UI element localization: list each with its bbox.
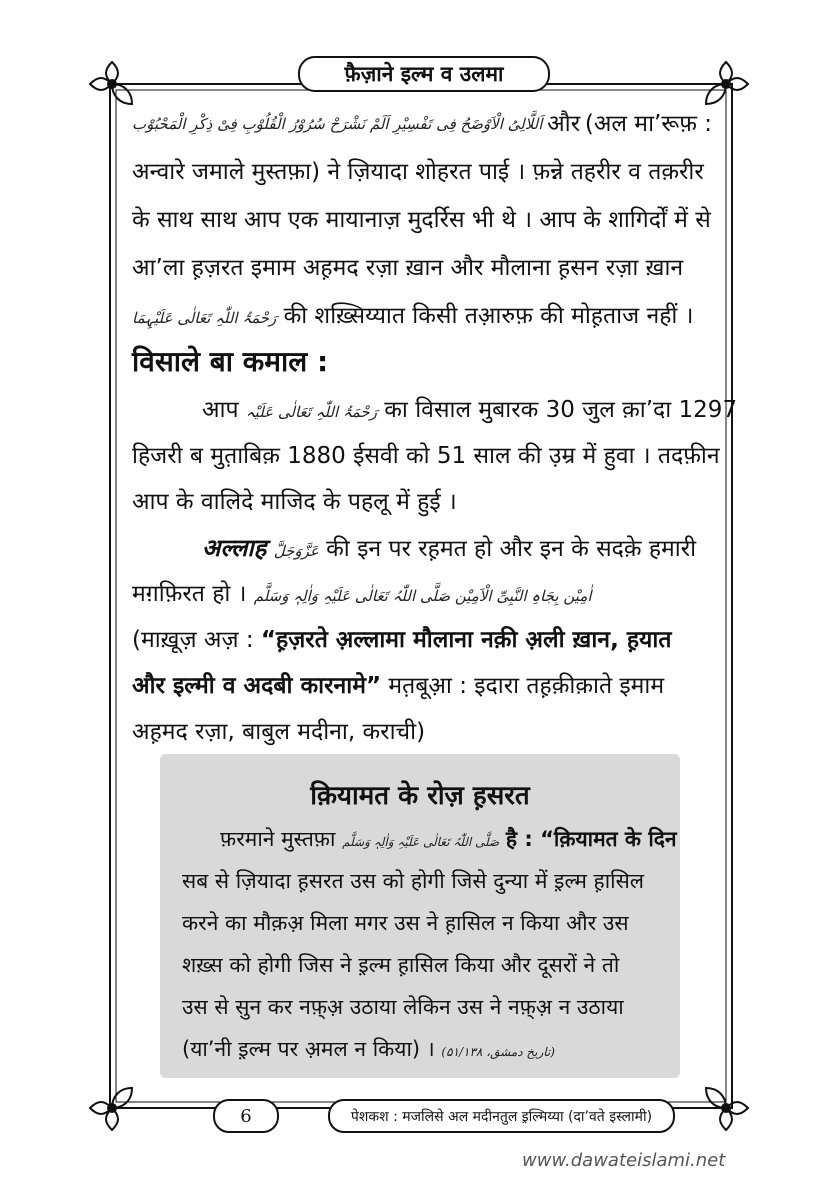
page-number-badge — [213, 1099, 279, 1133]
text-line — [132, 394, 738, 428]
text-segment: मत़बूआ़ : इदारा तह़क़ीक़ाते इमाम — [388, 673, 665, 699]
box-title: क़ियामत के रोज़ ह़सरत — [310, 781, 530, 811]
arabic-honorific: رَحْمَۃُ اللّٰہِ تَعَالٰی عَلَیْہ — [245, 403, 377, 421]
box-line: उस से सुन कर नफ़्अ़ उठाया लेकिन उस ने नफ़्अ़ न उठाया — [182, 995, 624, 1019]
text-line — [132, 624, 712, 656]
text-line: के साथ साथ आप एक मायानाज़ मुदर्रिस भी थे । आप के शागिर्दों में से — [132, 207, 711, 233]
text-segment: की शख़्सिय्यात किसी तआ़रुफ़ की मोह़ताज नहीं । — [283, 303, 694, 329]
corner-ornament-bottom-right — [700, 1082, 752, 1134]
box-line — [182, 1034, 658, 1067]
text-line — [132, 300, 712, 334]
text-segment: मग़फ़िरत हो । — [132, 581, 247, 607]
parenthetical: (अल मा’रूफ़ : — [584, 111, 712, 137]
arabic-honorific: صَلَّی اللّٰہُ تَعَالٰی عَلَیْہِ وَاٰلِہٖ وَسَلَّم — [342, 835, 500, 849]
arabic-honorific: عَزَّوَجَلَّ — [273, 542, 319, 560]
text-segment: का विसाल मुबारक 30 जुल क़ा’दा 1297 — [384, 397, 738, 423]
arabic-honorific: رَحْمَۃُ اللّٰہِ تَعَالٰی عَلَیْہِمَا — [132, 309, 277, 327]
section-heading: विसाले बा कमाल : — [132, 345, 329, 378]
corner-ornament-bottom-left — [86, 1082, 138, 1134]
publisher-text: पेशकश : मजलिसे अल मदीनतुल इ़ल्मिय्या (दा’वते इस्लामी) — [350, 1108, 653, 1125]
box-line — [182, 824, 677, 857]
page-number: 6 — [240, 1105, 252, 1127]
arabic-dua: اٰمِیْن بِجَاہِ النَّبِیِّ الْاَمِیْن صَلَّی اللّٰہُ تَعَالٰی عَلَیْہِ وَاٰلِہٖ وَسَلَّم — [253, 587, 592, 605]
box-line: सब से ज़ियादा ह़सरत उस को होगी जिसे दुन्या में इ़ल्म ह़ासिल — [182, 869, 645, 893]
conjunction: और — [547, 111, 581, 137]
publisher-badge — [328, 1099, 675, 1133]
text-segment: (या’नी इ़ल्म पर अ़मल न किया) । — [182, 1037, 435, 1061]
text-segment: है : “क़ियामत के दिन — [505, 827, 677, 851]
corner-ornament-top-right — [700, 58, 752, 110]
website-url: www.dawateislami.net — [522, 1150, 726, 1171]
text-line: अन्वारे जमाले मुस्तफ़ा) ने ज़ियादा शोहरत पाई । फ़न्ने तहरीर व तक़रीर — [132, 159, 704, 185]
arabic-book-title: اَللَّالِیُ الْاَوْضَحُ فِی تَفْسِیْرِ اَلَمْ نَشْرَحْ — [329, 115, 543, 133]
allah-calligraphy: अल्लाह — [202, 533, 267, 562]
text-line: हिजरी ब मुत़ाबिक़ 1880 ईसवी को 51 साल की उ़म्र में हुवा । तदफ़ीन — [132, 443, 720, 469]
text-line: आप के वालिदे माजिद के पहलू में हुई । — [132, 489, 457, 515]
book-title: फ़ैज़ाने इल्म व उलमा — [344, 62, 504, 86]
box-line: शख़्स को होगी जिस ने इ़ल्म ह़ासिल किया और दूसरों ने तो — [182, 953, 620, 977]
text-line — [132, 670, 712, 702]
text-segment: आप — [202, 397, 239, 423]
arabic-book-title: سُرُوْرُ الْقُلُوْبِ فِیْ ذِکْرِ الْمَحْبُوْب — [132, 115, 325, 133]
text-line: आ’ला ह़ज़रत इमाम अह़मद रज़ा ख़ान और मौलाना ह़सन रज़ा ख़ान — [132, 255, 684, 281]
text-line: अह़मद रज़ा, बाबुल मदीना, कराची) — [132, 719, 426, 745]
book-title-header — [298, 56, 550, 92]
hadith-box — [160, 754, 680, 1078]
text-line — [132, 532, 712, 567]
text-segment: (माख़ूज़ अज़ : — [132, 627, 254, 653]
source-title: “ह़ज़रते अ़ल्लामा मौलाना नक़ी अ़ली ख़ान, ह़यात — [260, 627, 672, 653]
source-title: और इल्मी व अदबी कारनामे” — [132, 673, 382, 699]
box-line: करने का मौक़अ़ मिला मगर उस ने ह़ासिल न किया और उस — [182, 911, 629, 935]
text-line — [132, 108, 712, 140]
text-segment: फ़रमाने मुस्तफ़ा — [220, 827, 336, 851]
corner-ornament-top-left — [86, 58, 138, 110]
hadith-reference: (تاریخ دمشق، ۵۱/۱۳۸) — [441, 1045, 555, 1059]
text-segment: की इन पर रह़मत हो और इन के सदके़ हमारी — [326, 536, 697, 562]
text-line — [132, 578, 712, 612]
